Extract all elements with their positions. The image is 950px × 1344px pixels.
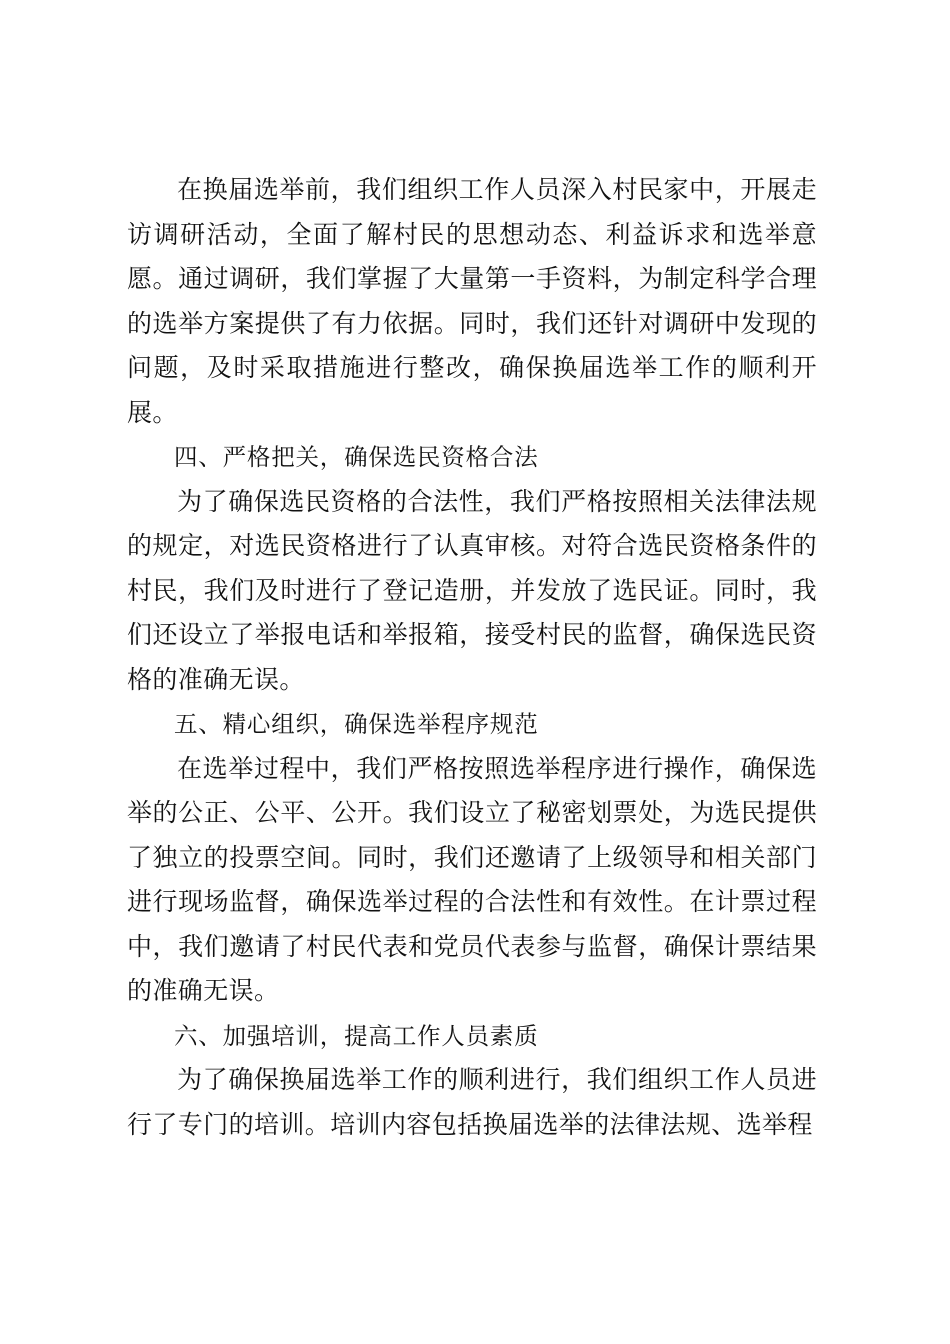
section-heading-voter-qualification: 四、严格把关，确保选民资格合法 [174, 443, 539, 471]
section-heading-staff-training: 六、加强培训，提高工作人员素质 [174, 1021, 539, 1050]
section-heading-election-procedure: 五、精心组织，确保选举程序规范 [174, 710, 539, 738]
paragraph-election-procedure: 在选举过程中，我们严格按照选举程序进行操作，确保选举的公正、公平、公开。我们设立了秘密划票处，为选民提供了独立的投票空间。同时，我们还邀请了上级领导和相关部门进行现场监督，确保选举过程的合法性和有效性。在计票过程中，我们邀请了村民代表和党员代表参与监督，确保计票结果的准确无误。 [127, 753, 817, 1005]
paragraph-staff-training: 为了确保换届选举工作的顺利进行，我们组织工作人员进行了专门的培训。培训内容包括换届选举的法律法规、选举程 [127, 1065, 817, 1139]
paragraph-visit-survey: 在换届选举前，我们组织工作人员深入村民家中，开展走访调研活动，全面了解村民的思想动态、利益诉求和选举意愿。通过调研，我们掌握了大量第一手资料，为制定科学合理的选举方案提供了有力依据。同时，我们还针对调研中发现的问题，及时采取措施进行整改，确保换届选举工作的顺利开展。 [127, 175, 817, 427]
document-body [127, 168, 817, 1147]
paragraph-voter-qualification: 为了确保选民资格的合法性，我们严格按照相关法律法规的规定，对选民资格进行了认真审核。对符合选民资格条件的村民，我们及时进行了登记造册，并发放了选民证。同时，我们还设立了举报电话和举报箱，接受村民的监督，确保选民资格的准确无误。 [127, 486, 817, 694]
